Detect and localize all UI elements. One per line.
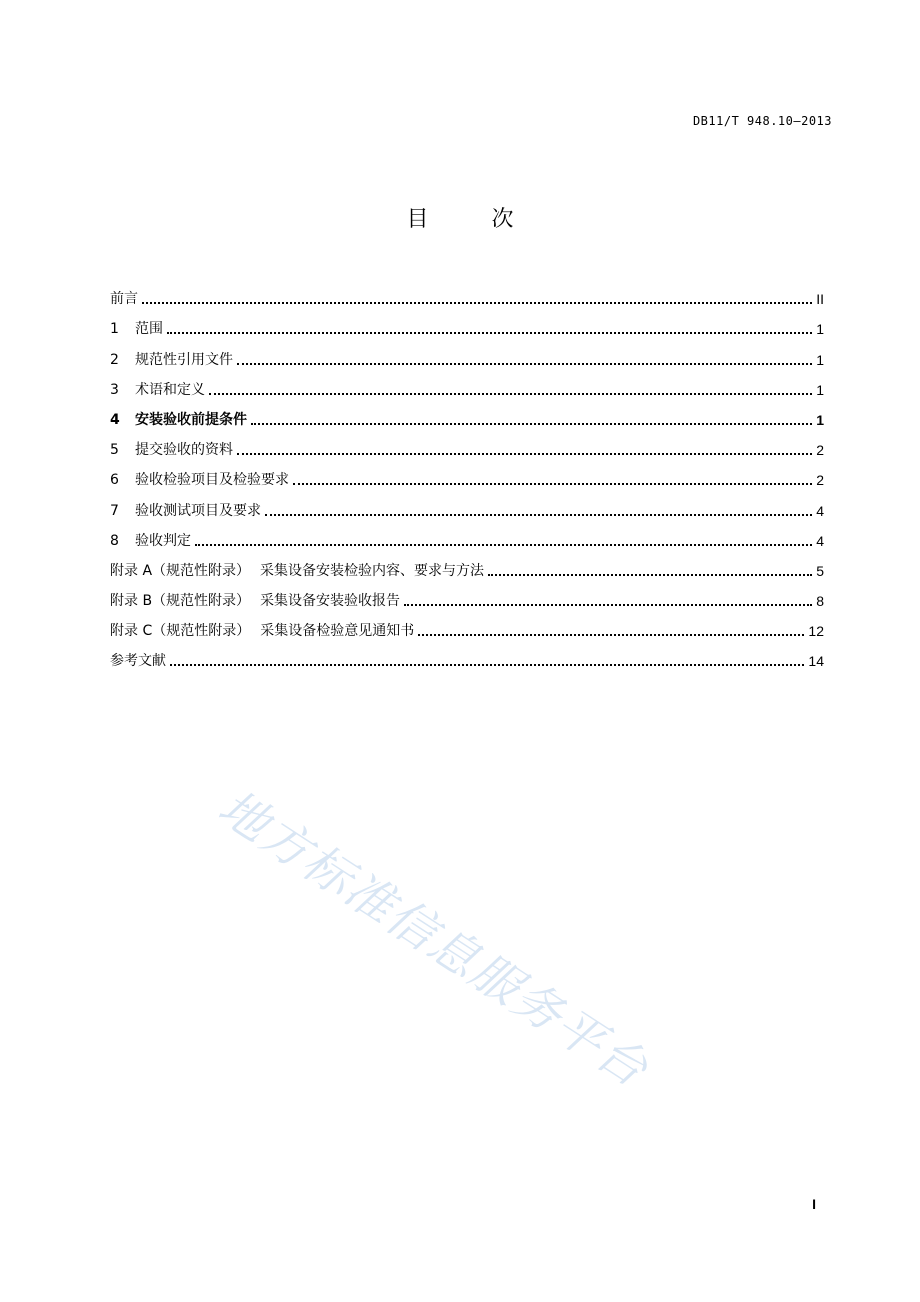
toc-entry-page: 4 (816, 502, 824, 519)
toc-entry-subtitle: 采集设备安装验收报告 (260, 593, 401, 610)
toc-entry-number: 5 (110, 442, 119, 459)
toc-entry[interactable] (110, 460, 824, 490)
toc-leader-dots (251, 423, 812, 425)
toc-title: 目 次 (406, 207, 542, 232)
toc-entry-label-text: 验收判定 (135, 532, 191, 549)
document-code: DB11/T 948.10—2013 (692, 114, 832, 128)
toc-entry-page: 14 (808, 653, 824, 670)
toc-leader-dots (488, 574, 812, 576)
toc-leader-dots (237, 453, 812, 455)
toc-entry-page: 1 (816, 381, 824, 398)
toc-entry-label-text: 验收测试项目及要求 (135, 502, 261, 519)
toc-leader-dots (167, 332, 812, 334)
toc-entry-subtitle: 采集设备检验意见通知书 (260, 623, 415, 640)
toc-entry[interactable] (110, 581, 824, 611)
toc-entry-label (135, 470, 289, 490)
toc-entry-label-text: 附录 B（规范性附录） (110, 593, 251, 610)
toc-leader-dots (195, 544, 812, 546)
toc-entry[interactable] (110, 551, 824, 581)
toc-leader-dots (142, 302, 812, 304)
toc-entry[interactable] (110, 279, 824, 309)
toc-leader-dots (209, 393, 812, 395)
toc-entry[interactable] (110, 430, 824, 460)
toc-entry-number: 8 (110, 532, 119, 549)
toc-entry-number: 2 (110, 351, 119, 368)
toc-entry-number: 7 (110, 502, 119, 519)
toc-entry[interactable] (110, 490, 824, 520)
toc-entry-page: 2 (816, 472, 824, 489)
toc-entry-label-text: 前言 (110, 291, 138, 308)
toc-entry-label (110, 651, 166, 671)
toc-entry-label (135, 501, 261, 521)
toc-leader-dots (237, 363, 812, 365)
page-number: I (812, 1196, 816, 1212)
toc-entry[interactable] (110, 611, 824, 641)
toc-leader-dots (418, 634, 804, 636)
toc-entry-number: 4 (110, 411, 120, 428)
toc-entry-label (110, 289, 138, 309)
toc-entry-number: 3 (110, 381, 119, 398)
toc-entry[interactable] (110, 309, 824, 339)
toc-entry-label (135, 350, 233, 370)
toc-leader-dots (170, 664, 804, 666)
toc-entry-label-text: 安装验收前提条件 (135, 411, 247, 428)
watermark: 地方标准信息服务平台 (208, 779, 659, 1099)
toc-entry[interactable] (110, 641, 824, 671)
toc-entry-number: 1 (110, 321, 119, 338)
toc-leader-dots (265, 514, 812, 516)
toc-entry-label (135, 531, 191, 551)
toc-entry-label-text: 范围 (135, 321, 163, 338)
toc-entry-number: 6 (110, 472, 119, 489)
toc-entry-label-text: 附录 A（规范性附录） (110, 562, 251, 579)
toc-entry-page: 4 (816, 532, 824, 549)
toc-entry-page: 12 (808, 623, 824, 640)
toc-entry-label-text: 提交验收的资料 (135, 442, 233, 459)
toc-entry-label (135, 410, 247, 430)
toc-entry[interactable] (110, 339, 824, 369)
toc-entry[interactable] (110, 370, 824, 400)
toc-entry-page: 1 (816, 351, 824, 368)
toc-entry[interactable] (110, 400, 824, 430)
toc-leader-dots (293, 483, 812, 485)
toc-entry-label-text: 附录 C（规范性附录） (110, 623, 251, 640)
toc-entry-label (135, 319, 163, 339)
toc-entry-label (135, 380, 205, 400)
toc-entry-label (110, 561, 484, 581)
toc-entry-page: 5 (816, 562, 824, 579)
toc-entry-label-text: 规范性引用文件 (135, 351, 233, 368)
toc-entry-label (110, 591, 400, 611)
toc-entry-label-text: 验收检验项目及检验要求 (135, 472, 289, 489)
toc-entry-page: 1 (816, 321, 824, 338)
toc-entry-page: 2 (816, 442, 824, 459)
toc-list (110, 279, 824, 671)
toc-entry-subtitle: 采集设备安装检验内容、要求与方法 (260, 562, 485, 579)
toc-entry-label-text: 术语和定义 (135, 381, 205, 398)
toc-entry-label-text: 参考文献 (110, 653, 166, 670)
toc-entry-label (135, 440, 233, 460)
toc-entry-page: II (816, 291, 824, 308)
toc-leader-dots (404, 604, 812, 606)
toc-entry-label (110, 621, 414, 641)
toc-entry[interactable] (110, 521, 824, 551)
toc-entry-page: 1 (816, 411, 824, 428)
toc-entry-page: 8 (816, 593, 824, 610)
